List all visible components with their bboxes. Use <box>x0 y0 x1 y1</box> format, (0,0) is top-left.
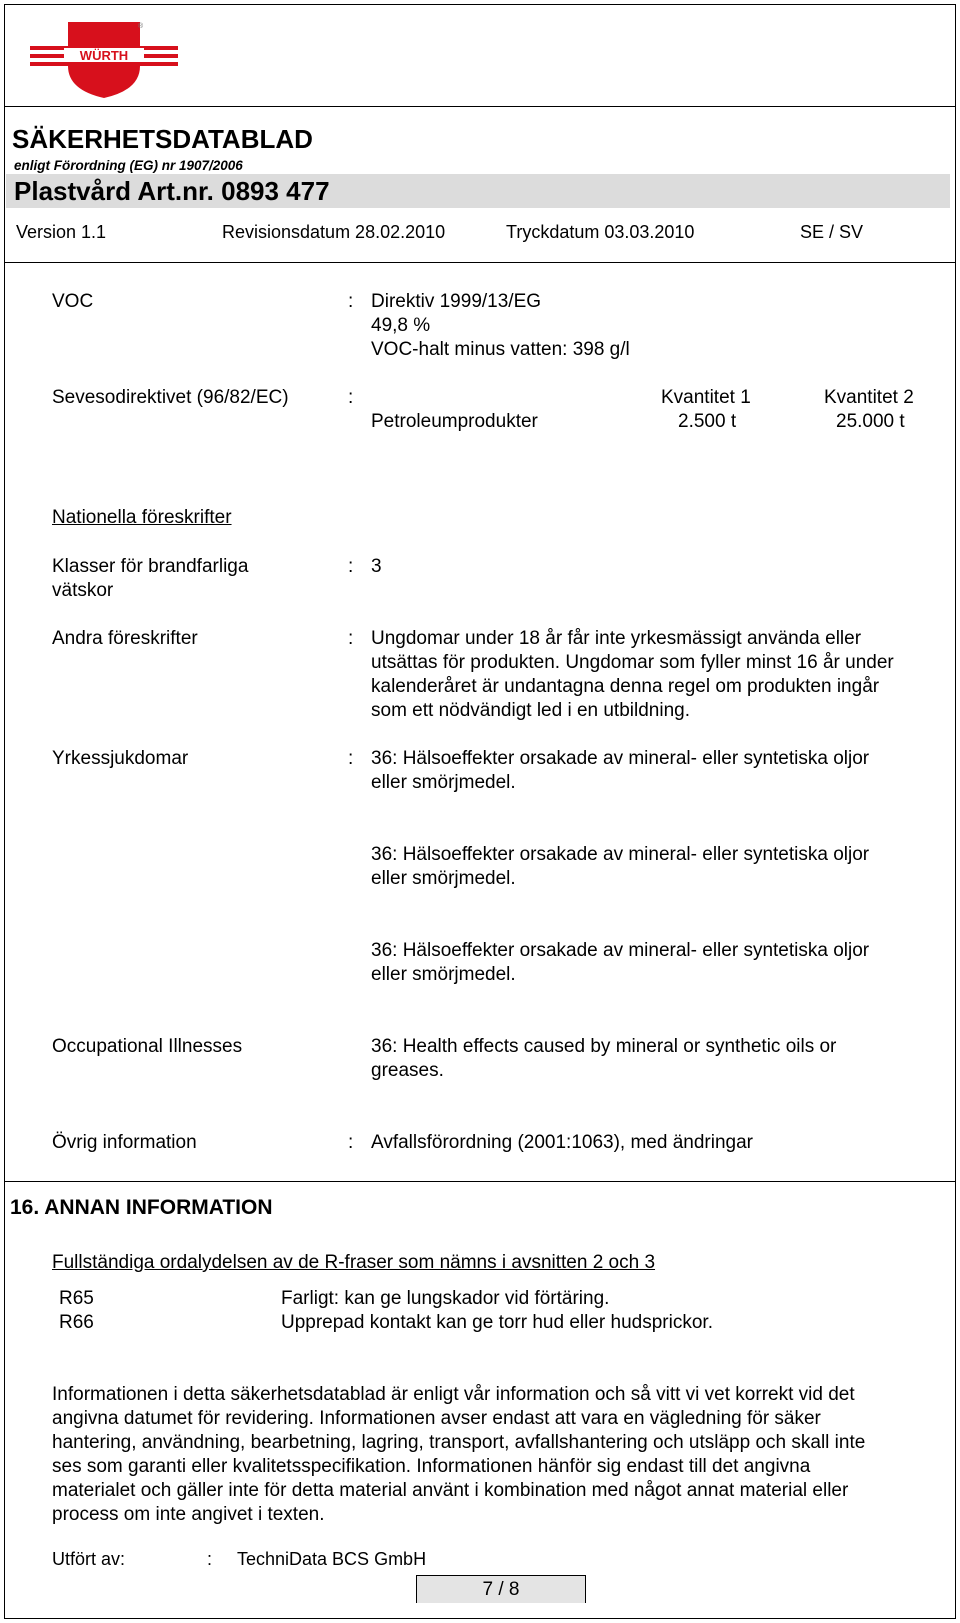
voc-line-1: Direktiv 1999/13/EG <box>371 291 542 312</box>
r-phrase-code: R66 <box>59 1312 94 1333</box>
quantity-2-header: Kvantitet 2 <box>824 387 914 408</box>
disclaimer-line-2: angivna datumet för revidering. Informationen avser endast att vara en vägledning för säker <box>52 1408 821 1429</box>
other-information-colon: : <box>348 1132 354 1153</box>
svg-text:WÜRTH: WÜRTH <box>79 48 129 63</box>
voc-label: VOC <box>52 291 94 312</box>
voc-colon: : <box>348 291 354 312</box>
other-regulations-colon: : <box>348 628 354 649</box>
other-regulations-line-2: utsättas för produkten. Ungdomar som fyller minst 16 år under <box>371 652 894 673</box>
r-phrase-text: Farligt: kan ge lungskador vid förtäring. <box>281 1288 610 1309</box>
language: SE / SV <box>800 222 864 242</box>
r-phrases-heading: Fullständiga ordalydelsen av de R-fraser som nämns i avsnitten 2 och 3 <box>52 1252 656 1273</box>
occupational-disease-3-line-2: eller smörjmedel. <box>371 964 516 985</box>
disclaimer-line-5: materialet och gäller inte för detta material använt i kombination med något annat material eller <box>52 1480 849 1501</box>
occupational-disease-1-line-1: 36: Hälsoeffekter orsakade av mineral- eller syntetiska oljor <box>371 748 870 769</box>
voc-line-3: VOC-halt minus vatten: 398 g/l <box>371 339 630 360</box>
print-date: Tryckdatum 03.03.2010 <box>506 222 695 242</box>
header-top-rule <box>4 106 956 107</box>
national-regulations-heading: Nationella föreskrifter <box>52 507 232 528</box>
quantity-1-header: Kvantitet 1 <box>661 387 751 408</box>
occupational-disease-1-line-2: eller smörjmedel. <box>371 772 516 793</box>
disclaimer-line-4: ses som garanti eller kvalitetsspecifikation. Informationen hänför sig endast till det angivna <box>52 1456 811 1477</box>
fire-class-label-1: Klasser för brandfarliga <box>52 556 249 577</box>
occupational-illnesses-line-1: 36: Health effects caused by mineral or synthetic oils or <box>371 1036 837 1057</box>
performed-by-colon: : <box>207 1549 213 1569</box>
header-bottom-rule <box>4 262 956 263</box>
occupational-disease-3-line-1: 36: Hälsoeffekter orsakade av mineral- eller syntetiska oljor <box>371 940 870 961</box>
document-title: SÄKERHETSDATABLAD <box>12 124 313 154</box>
product-name: Plastvård Art.nr. 0893 477 <box>14 176 330 206</box>
page-number: 7 / 8 <box>482 1579 520 1600</box>
other-regulations-line-4: som ett nödvändigt led i en utbildning. <box>371 700 690 721</box>
other-regulations-line-1: Ungdomar under 18 år får inte yrkesmässigt använda eller <box>371 628 862 649</box>
svg-text:®: ® <box>138 23 144 30</box>
quantity-1-value: 2.500 t <box>678 411 737 432</box>
quantity-2-value: 25.000 t <box>836 411 905 432</box>
seveso-colon: : <box>348 387 354 408</box>
performed-by-label: Utfört av: <box>52 1549 126 1569</box>
r-phrase-text: Upprepad kontakt kan ge torr hud eller hudsprickor. <box>281 1312 713 1333</box>
disclaimer-line-3: hantering, användning, bearbetning, lagring, transport, avfallshantering och utsläpp och skall inte <box>52 1432 866 1453</box>
page-frame <box>4 4 956 1619</box>
occupational-diseases-label: Yrkessjukdomar <box>52 748 189 769</box>
performed-by-value: TechniData BCS GmbH <box>237 1549 427 1569</box>
page-number-box <box>416 1575 586 1603</box>
other-regulations-line-3: kalenderåret är undantagna denna regel om produkten ingår <box>371 676 880 697</box>
disclaimer-line-1: Informationen i detta säkerhetsdatablad är enligt vår information och så vitt vi vet korrekt vid det <box>52 1384 855 1405</box>
fire-class-colon: : <box>348 556 354 577</box>
revision-date: Revisionsdatum 28.02.2010 <box>222 222 446 242</box>
other-information-label: Övrig information <box>52 1132 197 1153</box>
occupational-diseases-colon: : <box>348 748 354 769</box>
voc-line-2: 49,8 % <box>371 315 431 336</box>
seveso-item: Petroleumprodukter <box>371 411 538 432</box>
occupational-disease-2-line-1: 36: Hälsoeffekter orsakade av mineral- eller syntetiska oljor <box>371 844 870 865</box>
product-band <box>6 174 950 208</box>
section-16-rule <box>4 1181 956 1182</box>
section-16-heading: 16. ANNAN INFORMATION <box>10 1196 273 1219</box>
seveso-label: Sevesodirektivet (96/82/EC) <box>52 387 289 408</box>
version: Version 1.1 <box>16 222 107 242</box>
disclaimer-line-6: process om inte angivet i texten. <box>52 1504 325 1525</box>
fire-class-value: 3 <box>371 556 382 577</box>
regulation-reference: enligt Förordning (EG) nr 1907/2006 <box>14 158 243 173</box>
wurth-logo <box>30 20 178 100</box>
other-regulations-label: Andra föreskrifter <box>52 628 198 649</box>
fire-class-label-2: vätskor <box>52 580 114 601</box>
occupational-disease-2-line-2: eller smörjmedel. <box>371 868 516 889</box>
other-information-value: Avfallsförordning (2001:1063), med ändringar <box>371 1132 753 1153</box>
r-phrase-code: R65 <box>59 1288 94 1309</box>
occupational-illnesses-label: Occupational Illnesses <box>52 1036 243 1057</box>
occupational-illnesses-line-2: greases. <box>371 1060 444 1081</box>
